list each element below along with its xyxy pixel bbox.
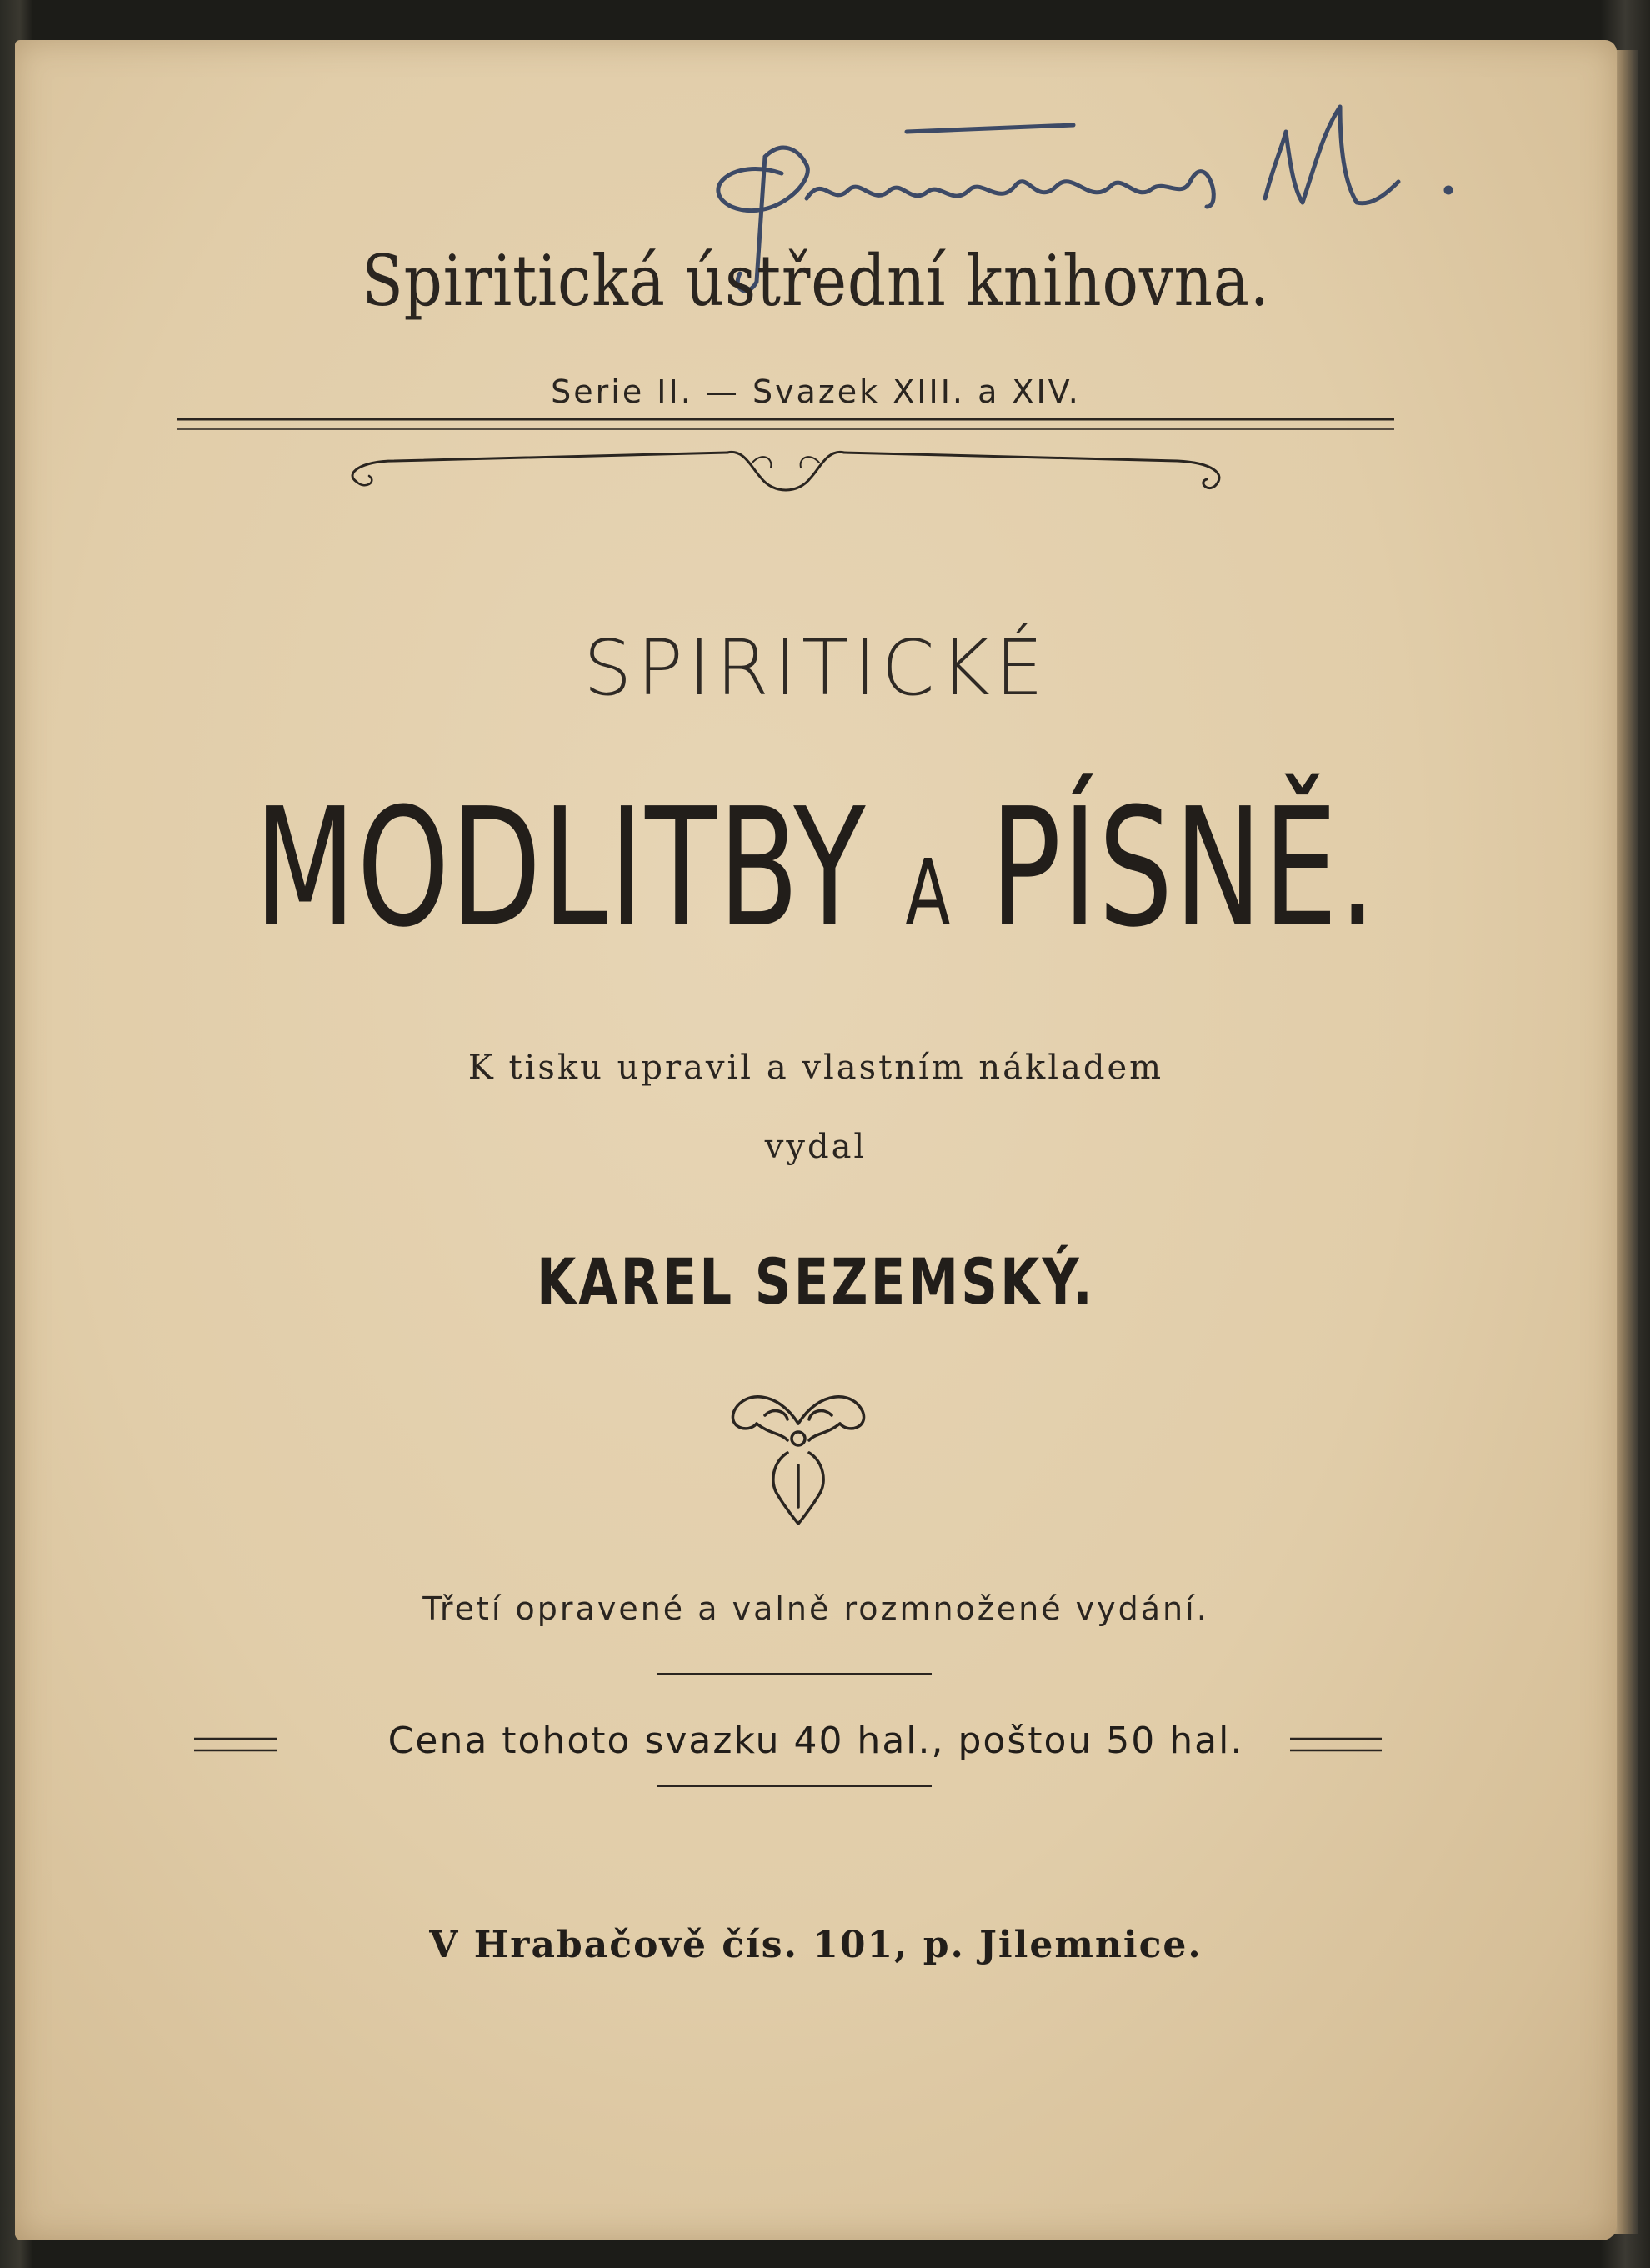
price-rule-top [657, 1670, 932, 1678]
header-rule-ornament [178, 403, 1394, 519]
main-title-word-2: PÍSNĚ. [990, 774, 1378, 964]
volume-info: Serie II. — Svazek XIII. a XIV. [551, 373, 1081, 410]
publication-place: V Hrabačově čís. 101, p. Jilemnice. [429, 1924, 1202, 1966]
author-name: KAREL SEZEMSKÝ. [537, 1244, 1095, 1319]
price-rule-bottom [657, 1782, 932, 1790]
series-title: Spiritická ústřední knihovna. [362, 240, 1270, 322]
price-rule-right [1290, 1732, 1382, 1757]
edition-line: Třetí opravené a valně rozmnožené vydání. [422, 1590, 1209, 1627]
book-cover-page [15, 40, 1617, 2240]
trefoil-ornament [728, 1382, 869, 1532]
edited-by-line: K tisku upravil a vlastním nákladem [468, 1049, 1164, 1087]
main-title-connector: A [905, 839, 952, 946]
issued-line: vydal [764, 1128, 868, 1166]
main-title [239, 774, 1392, 964]
title-line-1: SPIRITICKÉ [582, 623, 1049, 713]
price-line: Cena tohoto svazku 40 hal., poštou 50 hal. [388, 1720, 1244, 1762]
main-title-word-1: MODLITBY [254, 774, 867, 964]
